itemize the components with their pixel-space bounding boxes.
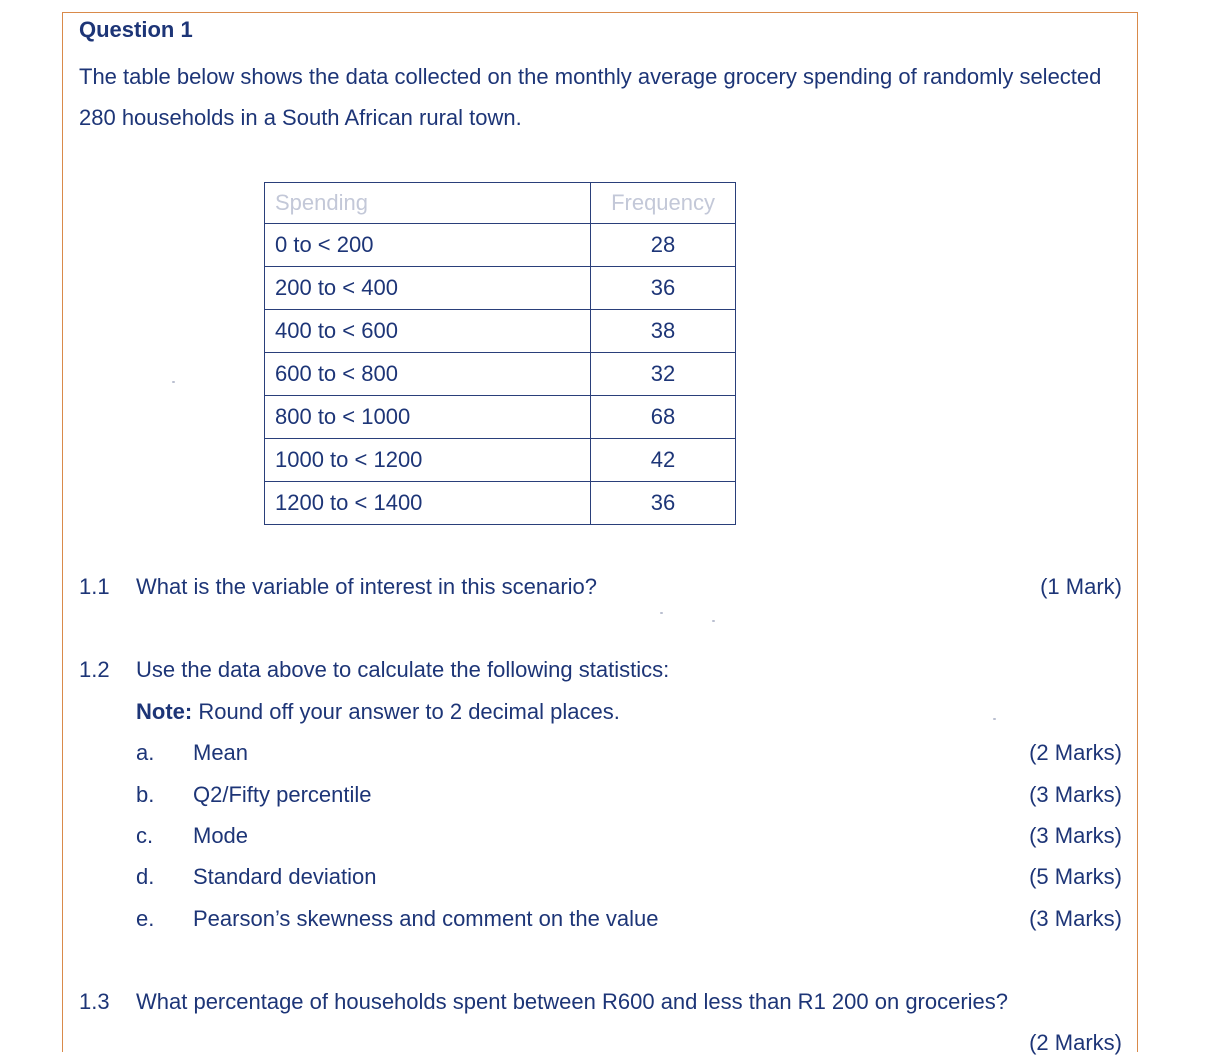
sub-question-a <box>0 740 1232 770</box>
sub-text: Mean <box>193 740 249 765</box>
question-1-1 <box>0 574 1232 604</box>
sub-marks: (2 Marks) <box>1029 740 1122 765</box>
table-row <box>265 310 736 353</box>
class-interval: 600 to < 800 <box>265 353 591 396</box>
sub-question-e <box>0 906 1232 936</box>
question-number: 1.1 <box>79 574 110 599</box>
sub-text: Standard deviation <box>193 864 377 889</box>
scan-speck <box>172 381 175 383</box>
sub-letter: d. <box>136 864 155 889</box>
sub-question-d <box>0 864 1232 894</box>
intro-text: The table below shows the data collected on the monthly average grocery spending of randomly selected 280 households in a South African rural town. <box>79 64 1102 130</box>
table-header-row <box>265 183 736 224</box>
question-1-3-marks-row <box>0 1030 1232 1060</box>
sub-text: Q2/Fifty percentile <box>193 782 372 807</box>
class-interval: 200 to < 400 <box>265 267 591 310</box>
note-label: Note: <box>136 699 193 724</box>
sub-letter: e. <box>136 906 155 931</box>
table-row <box>265 482 736 525</box>
sub-question-c <box>0 823 1232 853</box>
question-marks: (2 Marks) <box>1029 1030 1122 1055</box>
class-interval: 400 to < 600 <box>265 310 591 353</box>
rounding-note <box>0 699 1232 729</box>
note-text: Round off your answer to 2 decimal places. <box>192 699 620 724</box>
sub-marks: (3 Marks) <box>1029 906 1122 931</box>
frequency-value: 36 <box>591 267 736 310</box>
sub-text: Pearson’s skewness and comment on the value <box>193 906 659 931</box>
header-spending: Spending <box>265 183 591 224</box>
sub-marks: (3 Marks) <box>1029 782 1122 807</box>
sub-letter: c. <box>136 823 154 848</box>
question-number: 1.3 <box>79 989 110 1014</box>
frequency-value: 32 <box>591 353 736 396</box>
sub-marks: (3 Marks) <box>1029 823 1122 848</box>
sub-question-b <box>0 782 1232 812</box>
question-frame <box>62 12 1138 1052</box>
table-row <box>265 267 736 310</box>
question-number: 1.2 <box>79 657 110 682</box>
frequency-table <box>264 182 736 525</box>
question-1-3 <box>0 989 1232 1019</box>
question-text: What percentage of households spent between R600 and less than R1 200 on groceries? <box>136 989 1009 1014</box>
table-row <box>265 224 736 267</box>
class-interval: 1000 to < 1200 <box>265 439 591 482</box>
scan-speck <box>660 612 663 614</box>
question-text: Use the data above to calculate the following statistics: <box>136 657 670 682</box>
question-marks: (1 Mark) <box>1040 574 1122 599</box>
table-row <box>265 439 736 482</box>
class-interval: 1200 to < 1400 <box>265 482 591 525</box>
frequency-value: 42 <box>591 439 736 482</box>
sub-marks: (5 Marks) <box>1029 864 1122 889</box>
frequency-value: 28 <box>591 224 736 267</box>
question-text: What is the variable of interest in this scenario? <box>136 574 598 599</box>
question-1-2 <box>0 657 1232 687</box>
table-row <box>265 353 736 396</box>
class-interval: 800 to < 1000 <box>265 396 591 439</box>
question-title: Question 1 <box>79 17 193 42</box>
class-interval: 0 to < 200 <box>265 224 591 267</box>
sub-letter: b. <box>136 782 155 807</box>
frequency-value: 68 <box>591 396 736 439</box>
sub-letter: a. <box>136 740 155 765</box>
table-row <box>265 396 736 439</box>
frequency-value: 38 <box>591 310 736 353</box>
header-frequency: Frequency <box>591 183 736 224</box>
scan-speck <box>712 620 715 622</box>
frequency-value: 36 <box>591 482 736 525</box>
sub-text: Mode <box>193 823 249 848</box>
